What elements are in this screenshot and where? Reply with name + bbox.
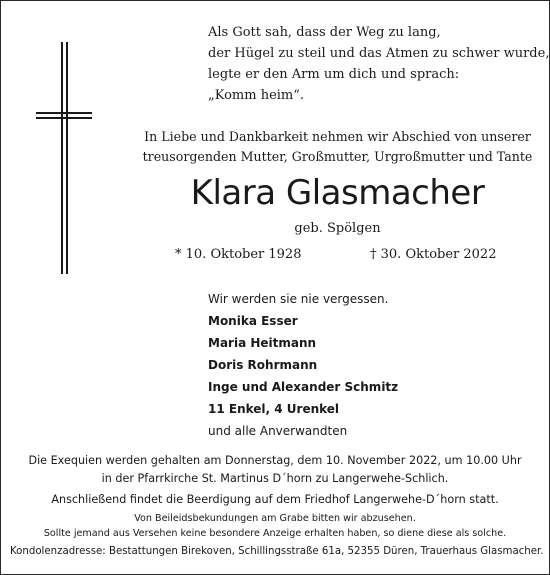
maiden-name: geb. Spölgen bbox=[294, 221, 381, 236]
mourners-closing: und alle Anverwandten bbox=[208, 424, 348, 438]
cross-icon bbox=[36, 42, 92, 274]
mourner-name: 11 Enkel, 4 Urenkel bbox=[208, 402, 340, 416]
poem-line: legte er den Arm um dich und sprach: bbox=[208, 67, 460, 82]
poem-line: Als Gott sah, dass der Weg zu lang, bbox=[208, 25, 441, 40]
mourner-name: Inge und Alexander Schmitz bbox=[208, 380, 399, 394]
poem bbox=[208, 22, 549, 106]
intro-line: treusorgenden Mutter, Großmutter, Urgroßmutter und Tante bbox=[142, 149, 533, 164]
farewell-intro bbox=[140, 127, 535, 167]
mourners-list bbox=[208, 288, 398, 442]
service-line: Die Exequien werden gehalten am Donnerstag, dem 10. November 2022, um 10.00 Uhr bbox=[28, 454, 522, 467]
service-line: in der Pfarrkirche St. Martinus D´horn zu Langerwehe-Schlich. bbox=[101, 472, 449, 485]
condolence-address: Kondolenzadresse: Bestattungen Birekoven, Schillingsstraße 61a, 52355 Düren, Trauerhaus Glasmacher. bbox=[10, 546, 544, 557]
burial-info: Anschließend findet die Beerdigung auf dem Friedhof Langerwehe-D´horn statt. bbox=[51, 493, 499, 506]
mourner-name: Maria Heitmann bbox=[208, 336, 317, 350]
mourners-intro: Wir werden sie nie vergessen. bbox=[208, 292, 389, 306]
poem-line: der Hügel zu steil und das Atmen zu schwer wurde, bbox=[208, 46, 550, 61]
birth-date: * 10. Oktober 1928 bbox=[175, 247, 302, 262]
intro-line: In Liebe und Dankbarkeit nehmen wir Abschied von unserer bbox=[144, 129, 531, 144]
condolence-notice bbox=[10, 511, 540, 541]
deceased-name: Klara Glasmacher bbox=[190, 173, 485, 213]
service-info bbox=[10, 452, 540, 509]
notice-line: Sollte jemand aus Versehen keine besondere Anzeige erhalten haben, so diene diese als solche. bbox=[43, 528, 507, 539]
mourner-name: Doris Rohrmann bbox=[208, 358, 318, 372]
poem-line: „Komm heim“. bbox=[208, 88, 305, 103]
death-date: † 30. Oktober 2022 bbox=[370, 247, 497, 262]
mourner-name: Monika Esser bbox=[208, 314, 298, 328]
notice-line: Von Beileidsbekundungen am Grabe bitten wir abzusehen. bbox=[134, 513, 416, 524]
